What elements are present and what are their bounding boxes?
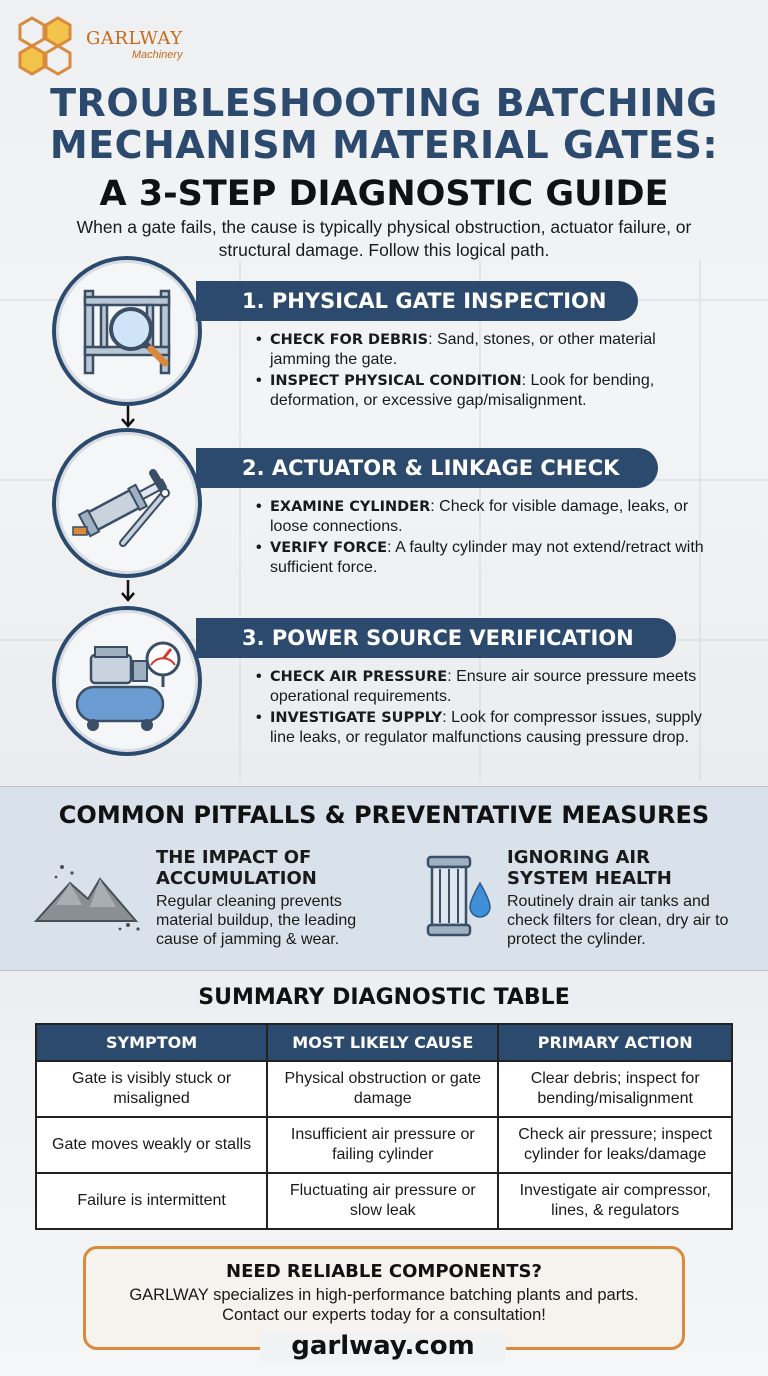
pitfall-heading: SYSTEM HEALTH xyxy=(507,868,672,889)
step-1-circle xyxy=(52,256,202,406)
step-2-bullets xyxy=(254,497,714,579)
title-line-3: A 3-STEP DIAGNOSTIC GUIDE xyxy=(99,174,669,214)
air-filter-icon xyxy=(420,853,496,943)
brand-name: GARLWAY xyxy=(86,27,183,49)
table-header-row xyxy=(36,1024,732,1061)
pitfall-text: Routinely drain air tanks and check filters for clean, dry air to protect the cylinder. xyxy=(507,893,729,948)
title-line-1: TROUBLESHOOTING BATCHING xyxy=(50,81,718,125)
table-title: SUMMARY DIAGNOSTIC TABLE xyxy=(198,985,570,1010)
pitfall-text: Regular cleaning prevents material buildup, the leading cause of jamming & wear. xyxy=(156,893,357,948)
cta-heading: NEED RELIABLE COMPONENTS? xyxy=(226,1261,542,1282)
list-item: • INSPECT PHYSICAL CONDITION: Look for bending, deformation, or excessive gap/misalignment. xyxy=(254,371,714,411)
table-cell: Insufficient air pressure or failing cylinder xyxy=(267,1117,498,1173)
column-header: SYMPTOM xyxy=(36,1024,267,1061)
list-item: • CHECK AIR PRESSURE: Ensure air source pressure meets operational requirements. xyxy=(254,667,714,707)
table-cell: Fluctuating air pressure or slow leak xyxy=(267,1173,498,1229)
pitfalls-section xyxy=(0,786,768,971)
cylinder-linkage-icon xyxy=(71,447,183,559)
list-item: • CHECK FOR DEBRIS: Sand, stones, or other material jamming the gate. xyxy=(254,330,714,370)
arrow-down-icon xyxy=(118,406,138,430)
website-link[interactable]: garlway.com xyxy=(260,1331,506,1361)
step-3-bullets xyxy=(254,667,714,749)
pitfall-heading: ACCUMULATION xyxy=(156,868,317,889)
step-3-title: 3. POWER SOURCE VERIFICATION xyxy=(196,618,676,658)
pitfall-air-system xyxy=(507,847,755,949)
column-header: PRIMARY ACTION xyxy=(498,1024,732,1061)
table-cell: Physical obstruction or gate damage xyxy=(267,1061,498,1117)
page-title xyxy=(0,82,768,218)
arrow-down-icon xyxy=(118,580,138,604)
brand-subtitle: Machinery xyxy=(131,48,183,61)
gate-magnifier-icon xyxy=(71,275,183,387)
table-cell: Failure is intermittent xyxy=(36,1173,267,1229)
cta-text: GARLWAY specializes in high-performance batching plants and parts. Contact our experts today for a consultation! xyxy=(129,1286,639,1324)
table-cell: Clear debris; inspect for bending/misalignment xyxy=(498,1061,732,1117)
pitfall-heading: THE IMPACT OF xyxy=(156,847,312,868)
step-2-circle xyxy=(52,428,202,578)
step-1-bullets xyxy=(254,330,714,412)
pitfall-accumulation xyxy=(156,847,396,949)
table-cell: Gate moves weakly or stalls xyxy=(36,1117,267,1173)
hexagon-logo-icon xyxy=(12,14,82,76)
brand-logo xyxy=(12,14,186,76)
step-1-title: 1. PHYSICAL GATE INSPECTION xyxy=(196,281,638,321)
pitfalls-title: COMMON PITFALLS & PREVENTATIVE MEASURES xyxy=(58,801,710,829)
list-item: • VERIFY FORCE: A faulty cylinder may not extend/retract with sufficient force. xyxy=(254,538,714,578)
list-item: • INVESTIGATE SUPPLY: Look for compressor issues, supply line leaks, or regulator malfunctions causing pressure drop. xyxy=(254,708,714,748)
title-line-2: MECHANISM MATERIAL GATES: xyxy=(49,123,719,167)
table-row xyxy=(36,1117,732,1173)
intro-text: When a gate fails, the cause is typically physical obstruction, actuator failure, or structural damage. Follow this logical path. xyxy=(76,217,692,260)
diagnostic-table xyxy=(35,1023,733,1230)
pitfall-heading: IGNORING AIR xyxy=(507,847,650,868)
air-compressor-icon xyxy=(71,625,183,737)
table-cell: Gate is visibly stuck or misaligned xyxy=(36,1061,267,1117)
step-3-circle xyxy=(52,606,202,756)
list-item: • EXAMINE CYLINDER: Check for visible damage, leaks, or loose connections. xyxy=(254,497,714,537)
column-header: MOST LIKELY CAUSE xyxy=(267,1024,498,1061)
table-cell: Investigate air compressor, lines, & regulators xyxy=(498,1173,732,1229)
table-cell: Check air pressure; inspect cylinder for leaks/damage xyxy=(498,1117,732,1173)
material-pile-icon xyxy=(32,859,148,933)
table-row xyxy=(36,1061,732,1117)
table-row xyxy=(36,1173,732,1229)
step-2-title: 2. ACTUATOR & LINKAGE CHECK xyxy=(196,448,658,488)
